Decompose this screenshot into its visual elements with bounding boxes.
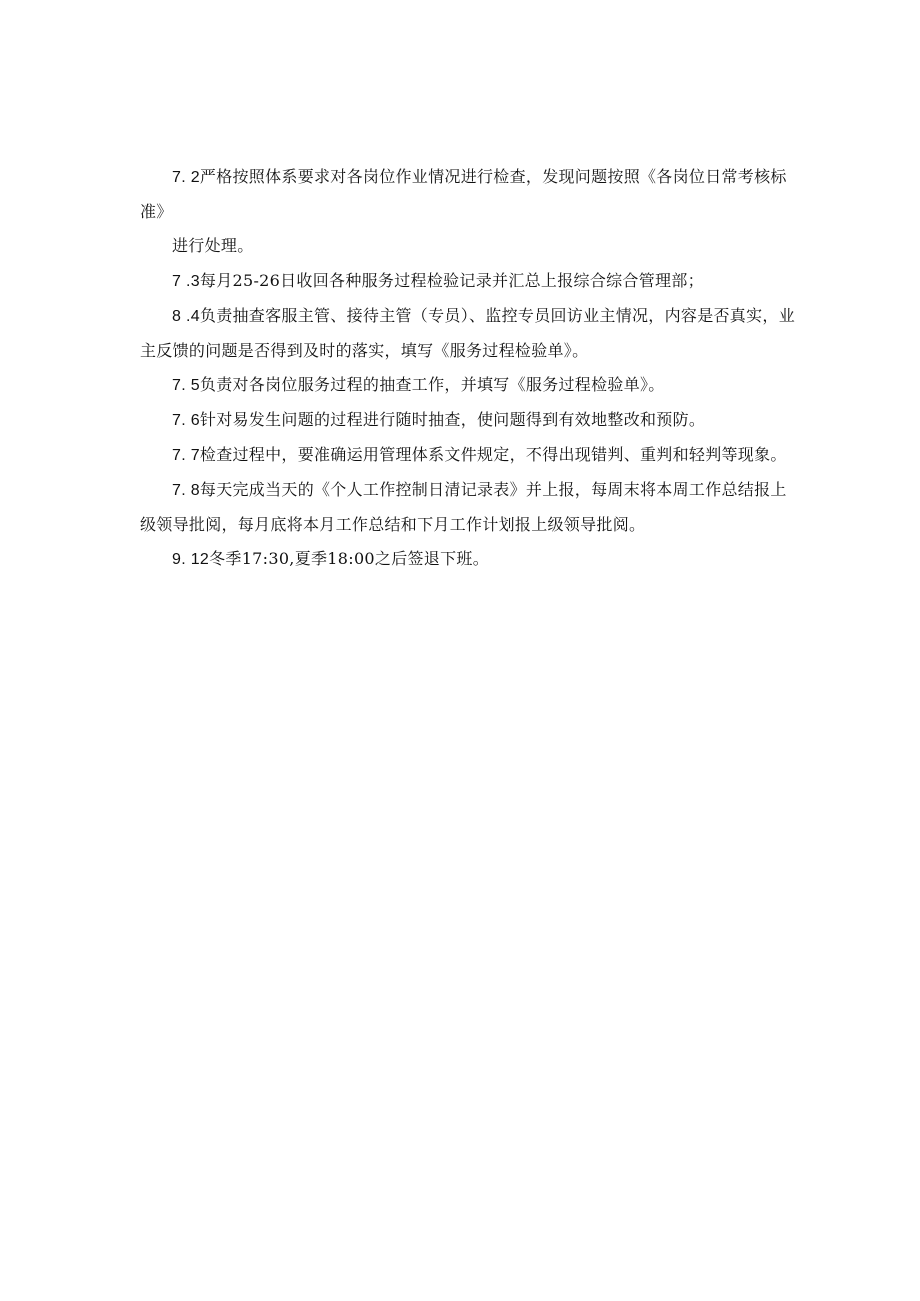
- paragraph-text: 负责对各岗位服务过程的抽查工作，并填写《服务过程检验单》。: [199, 375, 665, 394]
- paragraph-7-3: [140, 264, 795, 299]
- paragraph-7-5: [140, 368, 795, 403]
- paragraph-9-12: [140, 542, 795, 577]
- paragraph-7-7: [140, 438, 795, 473]
- paragraph-text: 针对易发生问题的过程进行随时抽查，使问题得到有效地整改和预防。: [199, 410, 706, 429]
- paragraph-7-2: [140, 160, 795, 229]
- paragraph-number: 9. 12: [172, 551, 210, 568]
- paragraph-number: 8 .4: [172, 308, 200, 325]
- paragraph-continuation: [140, 229, 795, 264]
- paragraph-number: 7. 6: [172, 412, 200, 429]
- paragraph-7-6: [140, 403, 795, 438]
- paragraph-text: 每月25-26日收回各种服务过程检验记录并汇总上报综合综合管理部；: [199, 271, 704, 290]
- paragraph-text: 冬季17:30,夏季18:00之后签退下班。: [209, 549, 489, 568]
- paragraph-number: 7 .3: [172, 273, 200, 290]
- paragraph-number: 7. 2: [172, 169, 200, 186]
- paragraph-text: 每天完成当天的《个人工作控制日清记录表》并上报，每周末将本周工作总结报上级领导批阅，每月底将本月工作总结和下月工作计划报上级领导批阅。: [140, 480, 787, 534]
- paragraph-7-8: [140, 473, 795, 542]
- document-body: [140, 160, 795, 577]
- paragraph-number: 7. 8: [172, 482, 200, 499]
- paragraph-text: 负责抽查客服主管、接待主管（专员）、监控专员回访业主情况，内容是否真实，业主反馈的问题是否得到及时的落实，填写《服务过程检验单》。: [140, 306, 795, 360]
- paragraph-number: 7. 7: [172, 447, 200, 464]
- paragraph-number: 7. 5: [172, 377, 200, 394]
- paragraph-8-4: [140, 299, 795, 368]
- paragraph-text: 进行处理。: [172, 236, 254, 255]
- paragraph-text: 检查过程中，要准确运用管理体系文件规定，不得出现错判、重判和轻判等现象。: [199, 445, 787, 464]
- paragraph-text: 严格按照体系要求对各岗位作业情况进行检查，发现问题按照《各岗位日常考核标准》: [140, 167, 787, 221]
